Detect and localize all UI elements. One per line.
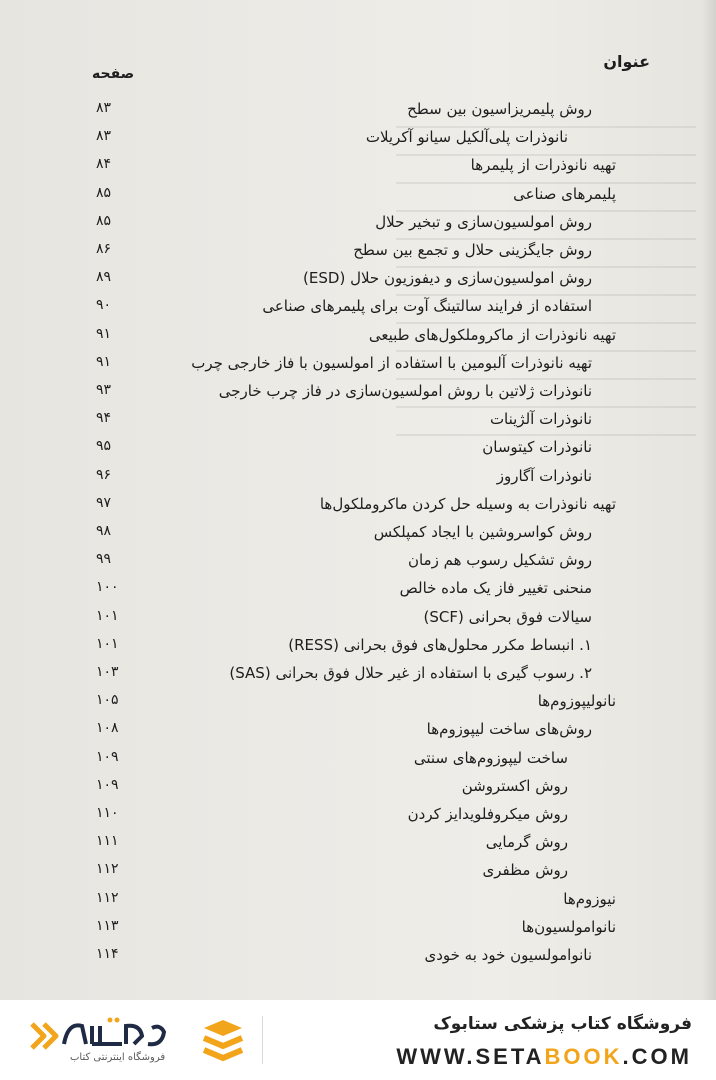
toc-entry — [0, 156, 716, 182]
toc-entry-page-number: ۸۳ — [96, 100, 112, 116]
toc-entry — [0, 579, 716, 605]
toc-entry — [0, 720, 716, 746]
toc-entry-title: نانوذرات کیتوسان — [482, 438, 592, 457]
toc-entry-title: ساخت لیپوزوم‌های سنتی — [413, 748, 568, 767]
toc-entry-title: منحنی تغییر فاز یک ماده خالص — [399, 579, 592, 598]
shop-url — [396, 1044, 692, 1070]
shop-name: فروشگاه کتاب پزشکی ستابوک — [433, 1014, 692, 1034]
toc-entry-page-number: ۸۵ — [96, 184, 112, 201]
toc-entry-title: پلیمرهای صناعی — [513, 184, 616, 203]
toc-entry-page-number: ۱۱۲ — [96, 889, 119, 906]
toc-entry-title: روش امولسیون‌سازی و تبخیر حلال — [375, 212, 592, 231]
url-prefix: WWW.SETA — [396, 1044, 545, 1069]
toc-entry-page-number: ۱۱۱ — [96, 833, 119, 850]
toc-entry — [0, 890, 716, 916]
toc-entry — [0, 326, 716, 352]
toc-entry — [0, 382, 716, 408]
toc-entry-title: تهیه نانوذرات آلبومین با استفاده از امولسیون با فاز خارجی چرب — [191, 353, 592, 372]
toc-heading: عنوان — [603, 52, 650, 71]
toc-entry-title: روش گرمایی — [485, 833, 568, 852]
toc-entry-title: نانوذرات آگاروز — [496, 466, 592, 485]
toc-entry — [0, 495, 716, 521]
toc-entry-page-number: ۹۱ — [96, 353, 112, 370]
toc-entry — [0, 269, 716, 295]
toc-entry — [0, 861, 716, 887]
toc-entry-title: روش پلیمریزاسیون بین سطح — [407, 100, 592, 118]
toc-entry-page-number: ۱۱۰ — [96, 805, 119, 821]
toc-entry-page-number: ۸۹ — [96, 269, 112, 286]
toc-entry-title: تهیه نانوذرات از پلیمرها — [470, 156, 616, 175]
toc-entry-page-number: ۱۰۹ — [96, 776, 119, 793]
toc-entry-page-number: ۱۰۹ — [96, 748, 119, 765]
toc-entry-page-number: ۹۵ — [96, 438, 112, 455]
toc-entry-page-number: ۹۳ — [96, 382, 112, 398]
toc-entry-title: روش مظفری — [482, 861, 568, 880]
toc-entry — [0, 185, 716, 211]
toc-entry — [0, 100, 716, 126]
toc-entry-title: تهیه نانوذرات به وسیله حل کردن ماکروملکول‌ها — [319, 494, 616, 513]
toc-entry — [0, 664, 716, 690]
toc-entry-title: نانوامولسیون‌ها — [521, 917, 616, 936]
toc-entry-page-number: ۹۹ — [96, 551, 112, 568]
toc-entry-title: نانوامولسیون خود به خودی — [424, 946, 592, 964]
toc-entry-page-number: ۹۷ — [96, 494, 112, 511]
toc-entry-title: روش اکستروشن — [461, 776, 568, 795]
toc-entry-title: نیوزوم‌ها — [563, 889, 616, 908]
toc-entry — [0, 213, 716, 239]
toc-entry — [0, 636, 716, 662]
toc-entry-page-number: ۹۶ — [96, 466, 112, 483]
toc-entry-title: روش کواسروشین با ایجاد کمپلکس — [373, 523, 592, 541]
toc-entry-page-number: ۸۵ — [96, 212, 112, 229]
toc-entry-page-number: ۱۰۵ — [96, 692, 119, 709]
toc-entry-title: روش میکروفلویدایز کردن — [407, 805, 568, 823]
toc-entry-page-number: ۸۳ — [96, 128, 112, 145]
footer-divider — [262, 1016, 263, 1064]
toc-entry — [0, 467, 716, 493]
toc-entry-page-number: ۱۰۰ — [96, 579, 119, 596]
toc-entry — [0, 608, 716, 634]
toc-entry — [0, 438, 716, 464]
toc-entry-title: سیالات فوق بحرانی (SCF) — [423, 607, 592, 626]
toc-entry-page-number: ۱۱۲ — [96, 861, 119, 878]
toc-entry — [0, 918, 716, 944]
toc-entry-title: روش جایگزینی حلال و تجمع بین سطح — [353, 241, 592, 259]
toc-entry-page-number: ۱۰۱ — [96, 635, 119, 652]
toc-entry-page-number: ۹۱ — [96, 325, 112, 342]
toc-entry — [0, 777, 716, 803]
toc-entry-title: نانولیپوزوم‌ها — [537, 692, 616, 711]
toc-entry-title: نانوذرات ژلاتین با روش امولسیون‌سازی در فاز چرب خارجی — [218, 382, 592, 400]
toc-entry-page-number: ۹۸ — [96, 523, 112, 539]
logo-tagline: فروشگاه اینترنتی کتاب — [70, 1052, 166, 1063]
toc-entry-page-number: ۱۰۱ — [96, 607, 119, 624]
toc-entry-page-number: ۱۱۴ — [96, 946, 119, 962]
toc-entry — [0, 946, 716, 972]
book-stack-icon — [200, 1018, 246, 1064]
toc-entry-page-number: ۱۱۳ — [96, 917, 119, 934]
toc-entry — [0, 354, 716, 380]
toc-entry-title: تهیه نانوذرات از ماکروملکول‌های طبیعی — [368, 325, 616, 344]
url-suffix: .COM — [622, 1044, 692, 1069]
toc-entry-title: نانوذرات آلژینات — [489, 410, 592, 429]
toc-entry — [0, 523, 716, 549]
toc-entry-page-number: ۱۰۳ — [96, 664, 119, 680]
toc-entry-page-number: ۸۴ — [96, 156, 112, 173]
toc-entry-title: نانوذرات پلی‌آلکیل سیانو آکریلات — [365, 128, 568, 147]
toc-entry-page-number: ۹۴ — [96, 410, 112, 427]
toc-entry-title: روش‌های ساخت لیپوزوم‌ها — [426, 720, 592, 739]
page-column-label: صفحه — [92, 66, 135, 82]
toc-entry — [0, 297, 716, 323]
toc-entry-title: استفاده از فرایند سالتینگ آوت برای پلیمرهای صناعی — [262, 297, 592, 316]
toc-entry — [0, 128, 716, 154]
toc-entry — [0, 805, 716, 831]
toc-entry — [0, 692, 716, 718]
toc-entry-title: روش امولسیون‌سازی و دیفوزیون حلال (ESD) — [303, 269, 592, 288]
toc-entry — [0, 749, 716, 775]
toc-entry-page-number: ۹۰ — [96, 297, 112, 314]
toc-entry — [0, 410, 716, 436]
url-highlight: BOOK — [544, 1044, 623, 1069]
toc-entry-page-number: ۸۶ — [96, 241, 112, 257]
watermark-footer — [0, 1000, 716, 1080]
toc-entry-title: ۱. انبساط مکرر محلول‌های فوق بحرانی (RESS) — [288, 635, 592, 654]
toc-entry-page-number: ۱۰۸ — [96, 720, 119, 737]
toc-entry-title: ۲. رسوب گیری با استفاده از غیر حلال فوق بحرانی (SAS) — [229, 664, 592, 682]
toc-entry-title: روش تشکیل رسوب هم زمان — [407, 551, 592, 570]
toc-entry — [0, 551, 716, 577]
toc-entry — [0, 833, 716, 859]
toc-entry — [0, 241, 716, 267]
